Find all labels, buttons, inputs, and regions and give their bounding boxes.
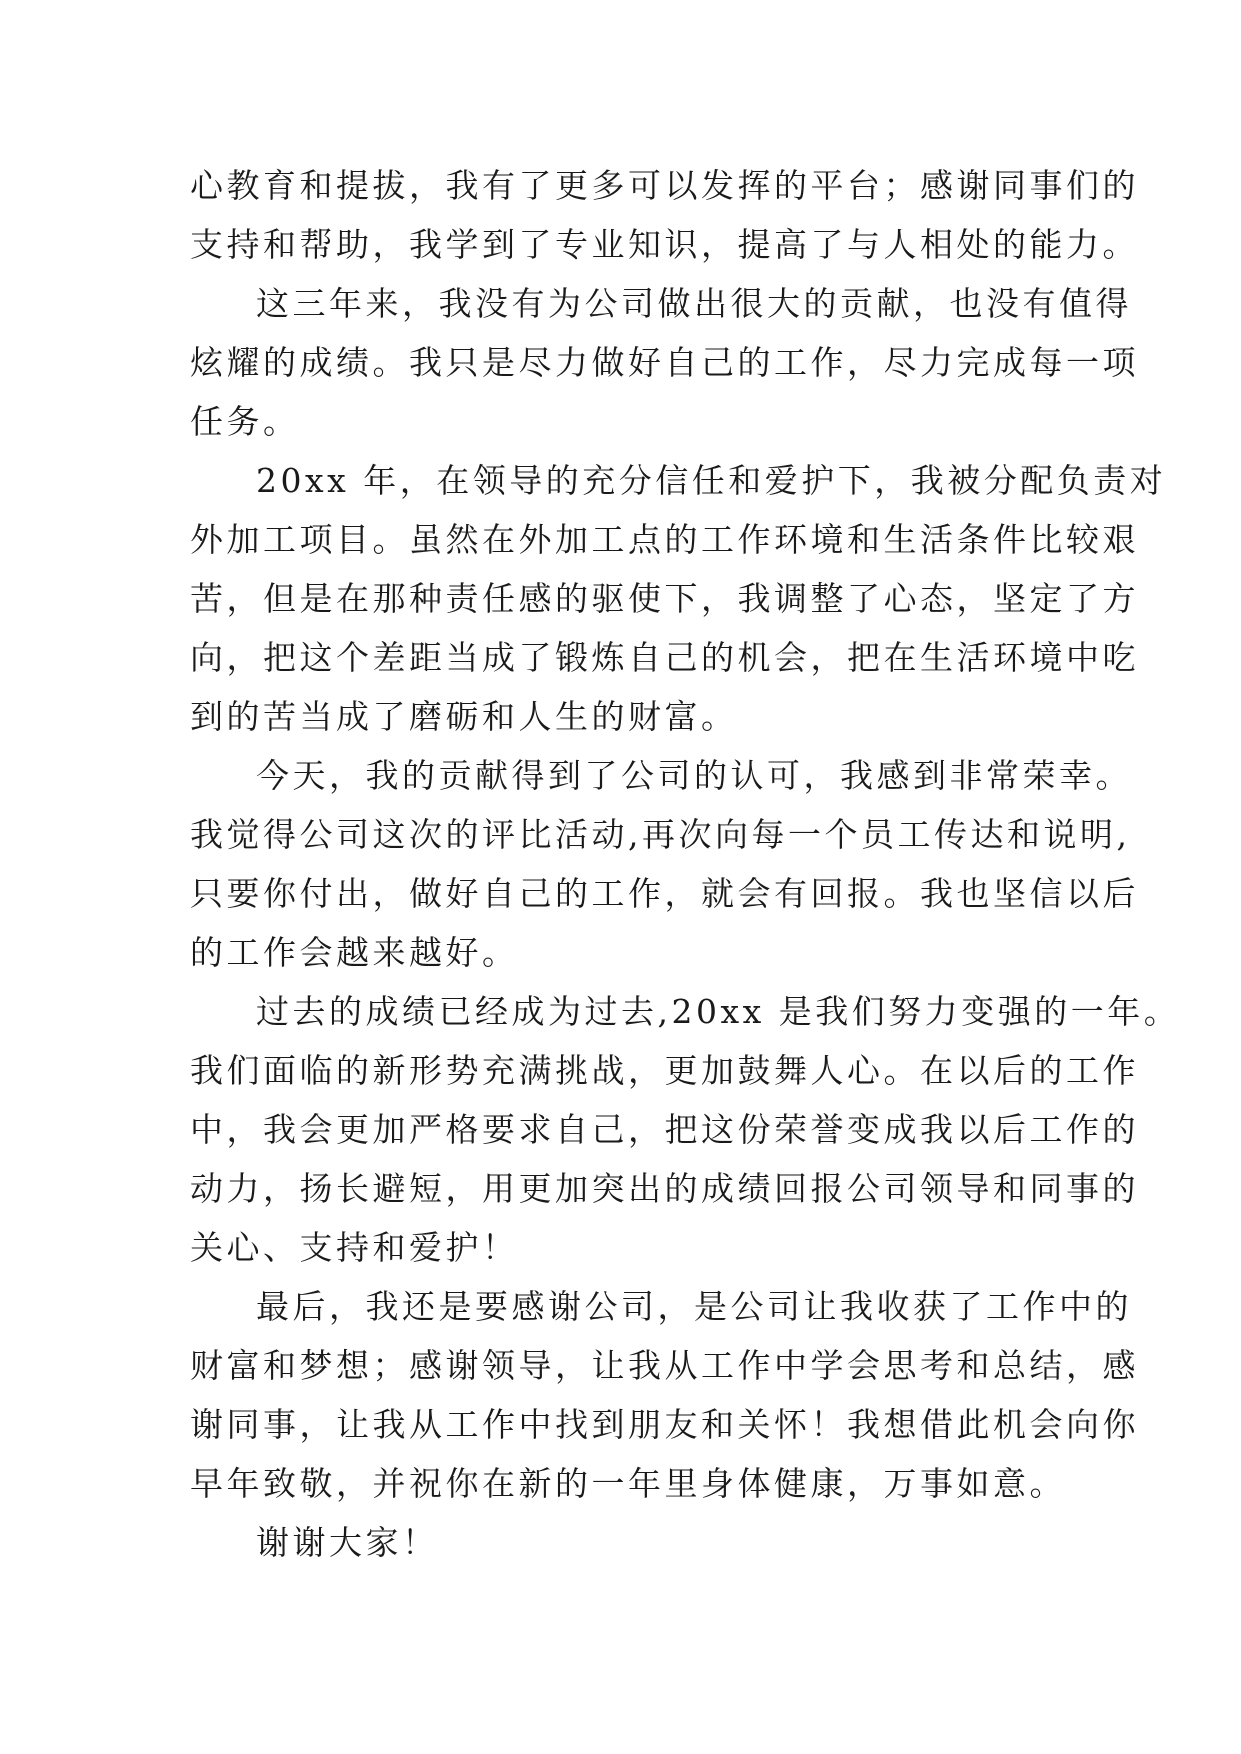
text-line: 心教育和提拔，我有了更多可以发挥的平台；感谢同事们的 xyxy=(190,166,1139,205)
text-line: 苦，但是在那种责任感的驱使下，我调整了心态，坚定了方 xyxy=(190,579,1139,618)
text-line: 支持和帮助，我学到了专业知识，提高了与人相处的能力。 xyxy=(190,225,1139,264)
text-line: 中，我会更加严格要求自己，把这份荣誉变成我以后工作的 xyxy=(190,1110,1139,1149)
text-line: 动力，扬长避短，用更加突出的成绩回报公司领导和同事的 xyxy=(190,1169,1139,1208)
paragraph-first-line: 过去的成绩已经成为过去,20xx 是我们努力变强的一年。 xyxy=(256,992,1181,1031)
closing-line: 谢谢大家！ xyxy=(256,1523,439,1562)
paragraph-first-line: 20xx 年，在领导的充分信任和爱护下，我被分配负责对 xyxy=(256,461,1167,500)
paragraph-first-line: 这三年来，我没有为公司做出很大的贡献，也没有值得 xyxy=(256,284,1132,323)
text-line: 财富和梦想；感谢领导，让我从工作中学会思考和总结，感 xyxy=(190,1346,1139,1385)
text-line: 关心、支持和爱护！ xyxy=(190,1228,519,1267)
text-line: 到的苦当成了磨砺和人生的财富。 xyxy=(190,697,738,736)
text-line: 的工作会越来越好。 xyxy=(190,933,519,972)
document-body xyxy=(190,156,1181,1572)
paragraph-first-line: 最后，我还是要感谢公司，是公司让我收获了工作中的 xyxy=(256,1287,1132,1326)
paragraph-first-line: 今天，我的贡献得到了公司的认可，我感到非常荣幸。 xyxy=(256,756,1132,795)
text-line: 向，把这个差距当成了锻炼自己的机会，把在生活环境中吃 xyxy=(190,638,1139,677)
text-line: 早年致敬，并祝你在新的一年里身体健康，万事如意。 xyxy=(190,1464,1066,1503)
text-line: 我们面临的新形势充满挑战，更加鼓舞人心。在以后的工作 xyxy=(190,1051,1139,1090)
text-line: 炫耀的成绩。我只是尽力做好自己的工作，尽力完成每一项 xyxy=(190,343,1139,382)
text-line: 只要你付出，做好自己的工作，就会有回报。我也坚信以后 xyxy=(190,874,1139,913)
text-line: 任务。 xyxy=(190,402,300,441)
text-line: 谢同事，让我从工作中找到朋友和关怀！我想借此机会向你 xyxy=(190,1405,1139,1444)
text-line: 我觉得公司这次的评比活动,再次向每一个员工传达和说明, xyxy=(190,815,1131,854)
text-line: 外加工项目。虽然在外加工点的工作环境和生活条件比较艰 xyxy=(190,520,1139,559)
